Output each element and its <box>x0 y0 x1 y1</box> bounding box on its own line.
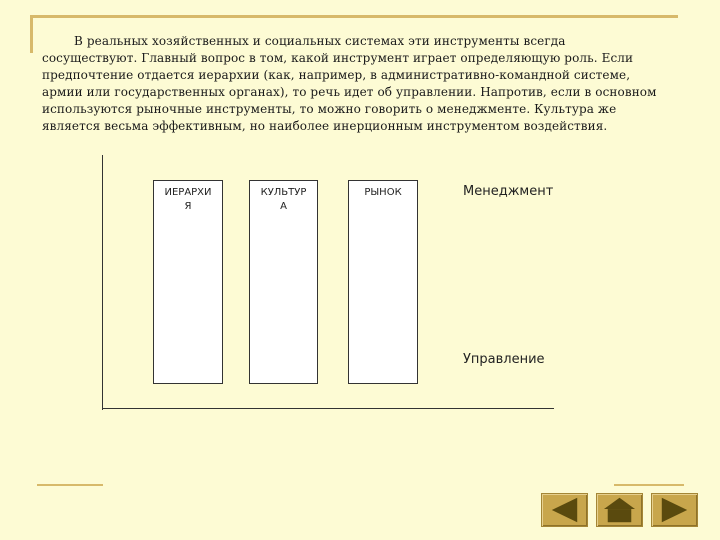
hierarchy-bar-label-line1: ИЕРАРХИ <box>164 187 212 198</box>
hierarchy-bar <box>153 180 223 384</box>
left-decorative-rule <box>30 15 33 53</box>
triangle-right-icon <box>652 494 697 526</box>
home-icon <box>597 494 642 526</box>
culture-bar-label-line2: А <box>280 201 287 212</box>
next-slide-button[interactable] <box>651 493 698 527</box>
market-bar <box>348 180 418 384</box>
body-paragraph-text: В реальных хозяйственных и социальных системах эти инструменты всегда сосуществуют. Главный вопрос в том, какой инструмент играет определяющую роль. Если предпочтение отдается иерархии (как, например, в административно-командной системе, армии или государственных органах), то речь идет об управлении. Напротив, если в основном используются рыночные инструменты, то можно говорить о менеджменте. Культура же является весьма эффективным, но наиболее инерционным инструментом воздействия. <box>42 34 657 133</box>
footer-right-rule <box>614 484 684 486</box>
previous-slide-button[interactable] <box>541 493 588 527</box>
market-bar-label-line1: РЫНОК <box>364 187 402 198</box>
diagram-vertical-axis <box>102 155 103 410</box>
culture-bar <box>249 180 318 384</box>
triangle-left-icon <box>542 494 587 526</box>
footer-left-rule <box>37 484 103 486</box>
administration-label: Управление <box>463 352 545 367</box>
home-button[interactable] <box>596 493 643 527</box>
management-label: Менеджмент <box>463 184 554 199</box>
body-paragraph <box>42 33 662 135</box>
culture-bar-label-line1: КУЛЬТУР <box>260 187 307 198</box>
diagram-horizontal-axis <box>102 408 554 409</box>
hierarchy-bar-label-line2: Я <box>184 201 192 212</box>
top-decorative-rule <box>30 15 678 18</box>
